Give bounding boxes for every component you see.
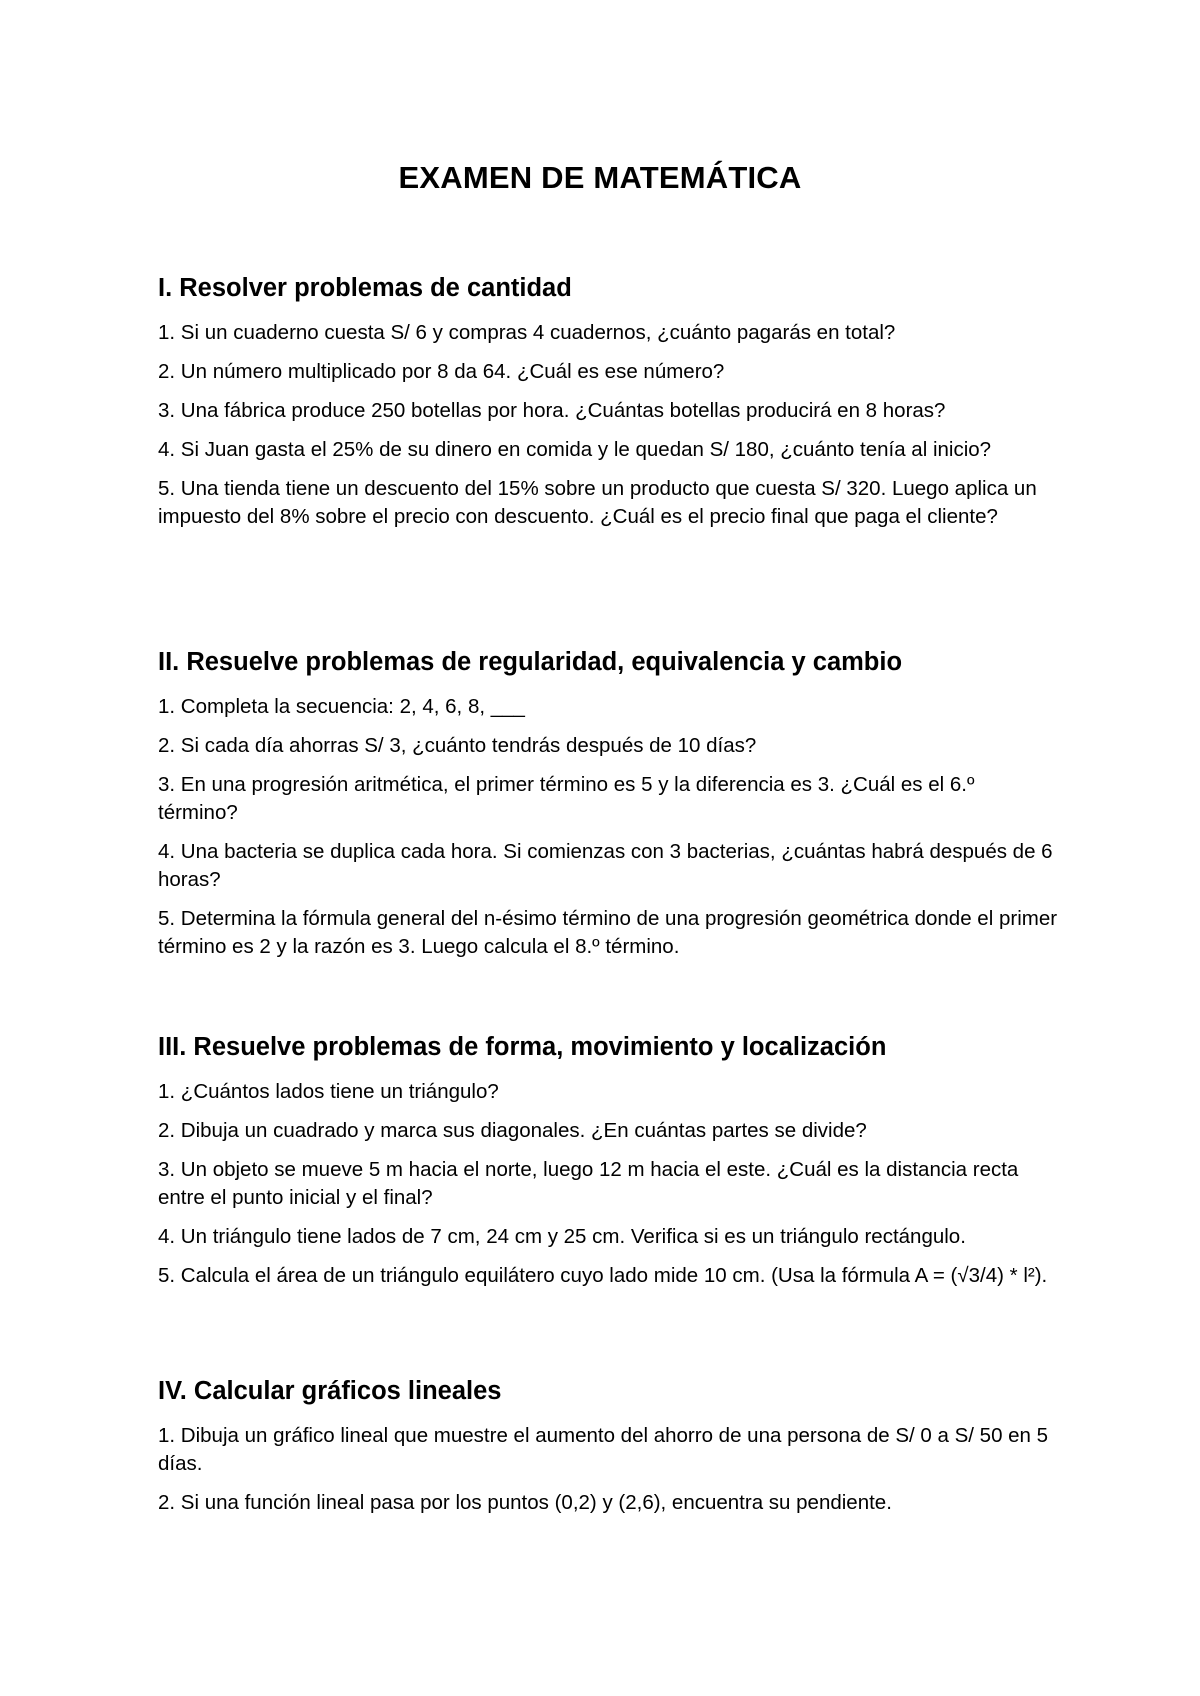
section-heading: II. Resuelve problemas de regularidad, equivalencia y cambio [158, 648, 903, 676]
section-forma [158, 1031, 1058, 1301]
question-item: 1. ¿Cuántos lados tiene un triángulo? [158, 1080, 499, 1103]
section-heading: IV. Calcular gráficos lineales [158, 1377, 502, 1405]
question-item: 3. Un objeto se mueve 5 m hacia el norte, luego 12 m hacia el este. ¿Cuál es la distancia recta entre el punto inicial y el final? [158, 1158, 1019, 1209]
question-item: 2. Dibuja un cuadrado y marca sus diagonales. ¿En cuántas partes se divide? [158, 1119, 867, 1142]
question-item: 2. Un número multiplicado por 8 da 64. ¿Cuál es ese número? [158, 360, 725, 383]
section-regularidad [158, 646, 1058, 972]
question-item: 4. Si Juan gasta el 25% de su dinero en comida y le quedan S/ 180, ¿cuánto tenía al inicio? [158, 438, 992, 461]
question-item: 5. Una tienda tiene un descuento del 15% sobre un producto que cuesta S/ 320. Luego aplica un impuesto del 8% sobre el precio con descuento. ¿Cuál es el precio final que paga el cliente? [158, 477, 1037, 528]
question-item: 5. Determina la fórmula general del n-ésimo término de una progresión geométrica donde el primer término es 2 y la razón es 3. Luego calcula el 8.º término. [158, 907, 1058, 958]
section-cantidad [158, 272, 1058, 542]
question-item: 2. Si cada día ahorras S/ 3, ¿cuánto tendrás después de 10 días? [158, 734, 757, 757]
section-heading: III. Resuelve problemas de forma, movimiento y localización [158, 1033, 887, 1061]
question-item: 3. En una progresión aritmética, el primer término es 5 y la diferencia es 3. ¿Cuál es el 6.º término? [158, 773, 975, 824]
question-item: 3. Una fábrica produce 250 botellas por hora. ¿Cuántas botellas producirá en 8 horas? [158, 399, 946, 422]
question-item: 4. Una bacteria se duplica cada hora. Si comienzas con 3 bacterias, ¿cuántas habrá después de 6 horas? [158, 840, 1053, 891]
question-item: 1. Completa la secuencia: 2, 4, 6, 8, ___ [158, 695, 525, 718]
question-item: 2. Si una función lineal pasa por los puntos (0,2) y (2,6), encuentra su pendiente. [158, 1491, 892, 1514]
page-title: EXAMEN DE MATEMÁTICA [398, 160, 802, 195]
section-graficos [158, 1375, 1058, 1528]
question-item: 1. Si un cuaderno cuesta S/ 6 y compras 4 cuadernos, ¿cuánto pagarás en total? [158, 321, 896, 344]
question-item: 1. Dibuja un gráfico lineal que muestre el aumento del ahorro de una persona de S/ 0 a S/ 50 en 5 días. [158, 1424, 1049, 1475]
section-heading: I. Resolver problemas de cantidad [158, 274, 572, 302]
question-item: 4. Un triángulo tiene lados de 7 cm, 24 cm y 25 cm. Verifica si es un triángulo rectángulo. [158, 1225, 966, 1248]
question-item: 5. Calcula el área de un triángulo equilátero cuyo lado mide 10 cm. (Usa la fórmula A = (√3/4) * l²). [158, 1264, 1048, 1287]
